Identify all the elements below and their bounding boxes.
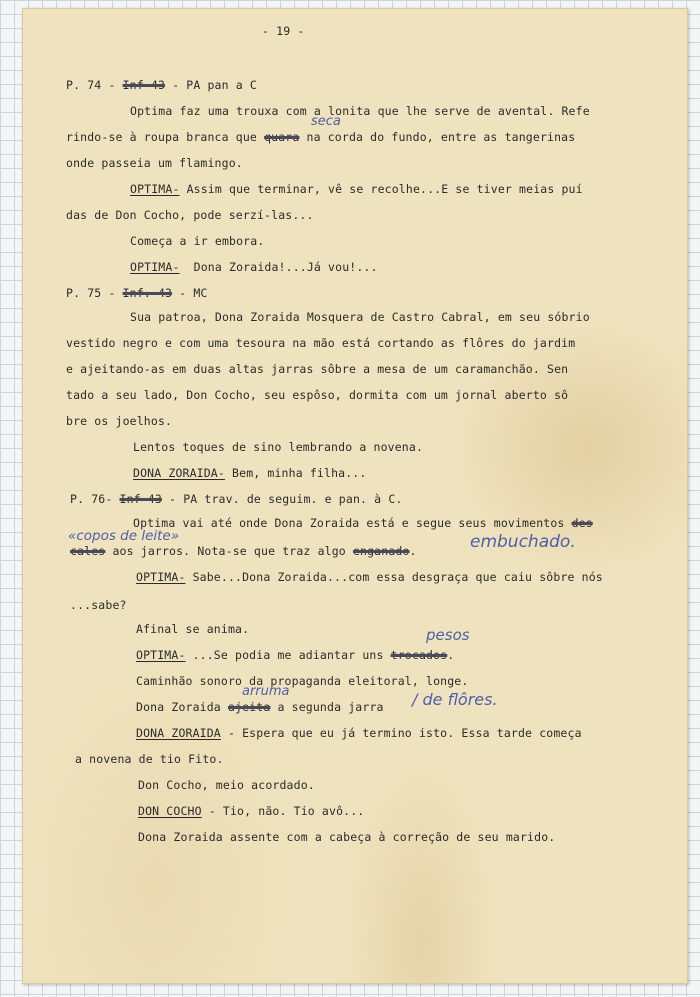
character-name: DONA ZORAIDA: [136, 726, 221, 740]
shot-heading-direction: - MC: [172, 286, 208, 300]
text-line: Caminhão sonoro da propaganda eleitoral, longe.: [136, 674, 469, 688]
text-segment: Dona Zoraida: [136, 700, 228, 714]
dialogue-line: [130, 182, 583, 196]
dialogue-line: [136, 648, 454, 662]
text-segment: Optima vai até onde Dona Zoraida está e segue seus movimentos: [133, 516, 572, 530]
character-name: OPTIMA-: [136, 648, 186, 662]
text-line: tado a seu lado, Don Cocho, seu espôso, dormita com um jornal aberto sô: [66, 388, 569, 402]
text-line: bre os joelhos.: [66, 414, 173, 428]
shot-heading-struck: Inf 43: [122, 78, 166, 92]
handwritten-correction: pesos: [426, 626, 470, 644]
dialogue-line: [130, 260, 378, 274]
character-name: DONA ZORAIDA-: [133, 466, 225, 480]
text-line: [66, 130, 575, 144]
character-name: DON COCHO: [138, 804, 202, 818]
text-line: Dona Zoraida assente com a cabeça à correção de seu marido.: [138, 830, 556, 844]
shot-heading-p74: [66, 78, 257, 92]
dialogue-text: - Tio, não. Tio avô...: [201, 804, 365, 818]
handwritten-insertion: «copos de leite»: [68, 528, 180, 544]
shot-heading-struck: Inf 43: [119, 492, 162, 506]
text-line: Sua patroa, Dona Zoraida Mosquera de Castro Cabral, em seu sóbrio: [130, 310, 590, 324]
struck-word: enganado: [352, 544, 410, 558]
text-line: Don Cocho, meio acordado.: [138, 778, 315, 792]
page-number: - 19 -: [262, 24, 305, 38]
text-line: [136, 700, 384, 714]
struck-word: cales: [70, 544, 106, 558]
struck-word: ajeita: [227, 700, 271, 714]
handwritten-correction: arruma: [242, 684, 290, 699]
text-line: Optima faz uma trouxa com a lonita que lhe serve de avental. Refe: [130, 104, 590, 118]
dialogue-line: [136, 570, 603, 584]
text-segment: .: [409, 544, 417, 558]
dialogue-line: [133, 466, 366, 480]
text-line: [133, 516, 593, 530]
dialogue-text: Sabe...Dona Zoraida...com essa desgraça que caiu sôbre nós: [185, 570, 603, 584]
text-line: onde passeia um flamingo.: [66, 156, 243, 170]
shot-heading-direction: - PA pan a C: [165, 78, 258, 92]
dialogue-text: Bem, minha filha...: [224, 466, 367, 480]
text-line: e ajeitando-as em duas altas jarras sôbre a mesa de um caramanchão. Sen: [66, 362, 569, 376]
dialogue-text: Dona Zoraida!...Já vou!...: [179, 260, 378, 274]
shot-heading-p76: [70, 492, 402, 506]
dialogue-line: [136, 726, 582, 740]
text-segment: a segunda jarra: [270, 700, 384, 714]
character-name: OPTIMA-: [136, 570, 186, 584]
shot-heading-number: P. 74 -: [66, 78, 123, 92]
dialogue-text: Assim que terminar, vê se recolhe...E se tiver meias puí: [179, 182, 583, 196]
character-name: OPTIMA-: [130, 182, 180, 196]
text-line: Afinal se anima.: [136, 622, 250, 636]
character-name: OPTIMA-: [130, 260, 180, 274]
text-line: vestido negro e com uma tesoura na mão está cortando as flôres do jardim: [66, 336, 576, 350]
text-segment: aos jarros. Nota-se que traz algo: [105, 544, 353, 558]
dialogue-text: .: [447, 648, 455, 662]
text-segment: rindo-se à roupa branca que: [66, 130, 265, 144]
shot-heading-p75: [66, 286, 207, 300]
text-segment: na corda do fundo, entre as tangerinas: [299, 130, 576, 144]
dialogue-text: ...Se podia me adiantar uns: [185, 648, 391, 662]
handwritten-insertion: / de flôres.: [412, 690, 498, 709]
text-line: ...sabe?: [70, 598, 127, 612]
text-line: Lentos toques de sino lembrando a novena.: [133, 440, 424, 454]
shot-heading-direction: - PA trav. de seguim. e pan. à C.: [161, 492, 403, 506]
handwritten-insertion: embuchado.: [470, 532, 576, 552]
struck-word: trocados: [390, 648, 448, 662]
handwritten-correction: seca: [311, 114, 341, 129]
dialogue-line: [138, 804, 364, 818]
text-line: das de Don Cocho, pode serzí-las...: [66, 208, 314, 222]
struck-word: des: [571, 516, 593, 530]
shot-heading-struck: Inf. 43: [122, 286, 173, 300]
text-line: [70, 544, 417, 558]
shot-heading-number: P. 75 -: [66, 286, 123, 300]
struck-word: quara: [264, 130, 300, 144]
dialogue-text: - Espera que eu já termino isto. Essa tarde começa: [220, 726, 582, 740]
text-line: a novena de tio Fito.: [75, 752, 224, 766]
shot-heading-number: P. 76-: [70, 492, 120, 506]
text-line: Começa a ir embora.: [130, 234, 265, 248]
